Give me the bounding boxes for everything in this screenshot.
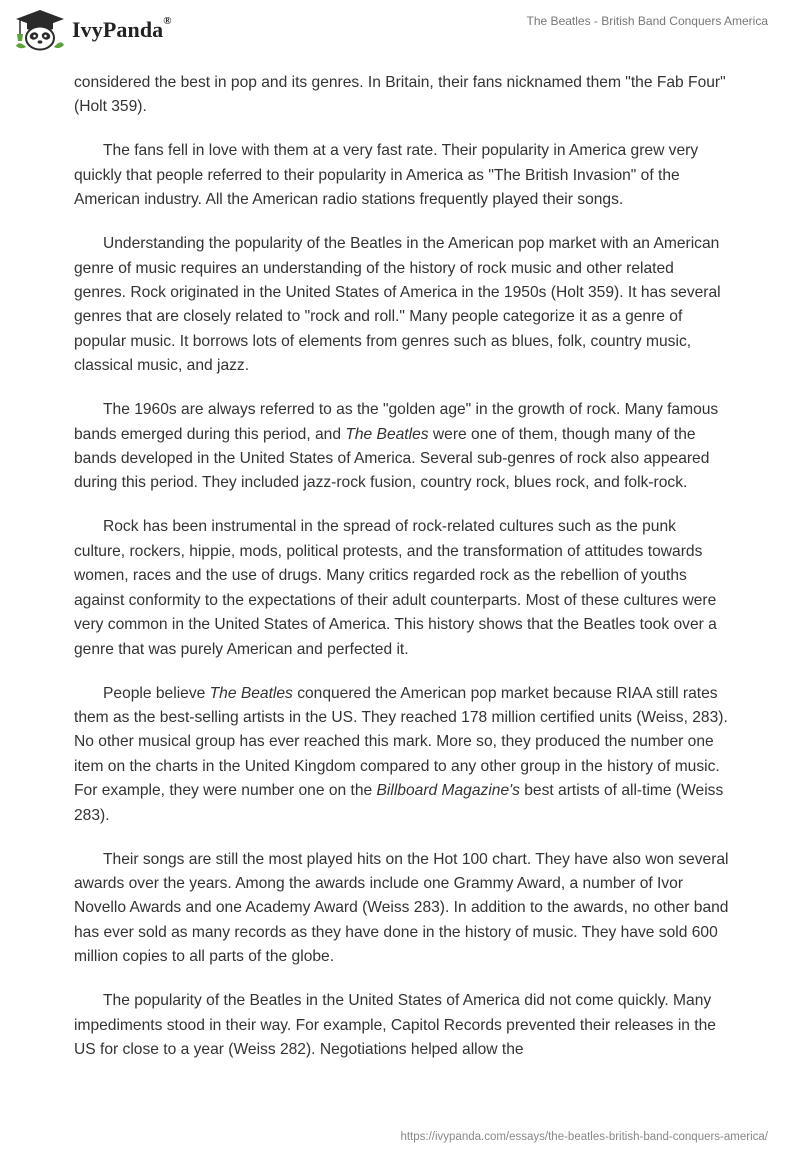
essay-body [74,71,730,1062]
logo-wordmark [72,17,172,43]
page-header [0,0,800,60]
logo-name: IvyPanda [72,17,164,42]
paragraph-4-text-a: The 1960s are always referred to as the "golden age" in the growth of rock. Many famous bands emerged during this period, and [74,401,719,443]
panda-logo-icon [14,9,66,51]
paragraph-1: considered the best in pop and its genres. In Britain, their fans nicknamed them "the Fab Four" (Holt 359). [74,74,726,116]
document-title: The Beatles - British Band Conquers America [526,14,768,28]
band-name-italic: The Beatles [345,425,429,443]
paragraph-6-text-c: best artists of all-time (Weiss 283). [74,782,724,824]
magazine-name-italic: Billboard Magazine's [376,782,520,800]
paragraph-7: Their songs are still the most played hits on the Hot 100 chart. They have also won several awards over the years. Among the awards include one Grammy Award, a number of Ivor Novello Awards and one Academy Award (Weiss 283). In addition to the awards, no other band has ever sold as many records as they have done in the history of music. They have sold 600 million copies to all parts of the globe. [74,850,729,966]
paragraph-4 [74,398,730,496]
paragraph-2: The fans fell in love with them at a very fast rate. Their popularity in America grew very quickly that people referred to their popularity in America as "The British Invasion" of the American industry. All the American radio stations frequently played their songs. [74,142,699,209]
paragraph-5: Rock has been instrumental in the spread of rock-related cultures such as the punk culture, rockers, hippie, mods, political protests, and the transformation of attitudes towards women, races and the use of drugs. Many critics regarded rock as the rebellion of youths against conformity to the expectations of their adult counterparts. Most of these cultures were very common in the United States of America. This history shows that the Beatles took over a genre that was purely American and perfected it. [74,518,717,658]
paragraph-4-text-b: were one of them, though many of the bands developed in the United States of America. Several sub-genres of rock also appeared during this period. They included jazz-rock fusion, country rock, blues rock, and folk-rock. [74,425,710,492]
paragraph-6-text-b: conquered the American pop market because RIAA still rates them as the best-selling artists in the US. They reached 178 million certified units (Weiss, 283). No other musical group has ever reached this mark. More so, they produced the number one item on the charts in the United Kingdom compared to any other group in the history of music. For example, they were number one on the [74,684,728,800]
source-url[interactable]: https://ivypanda.com/essays/the-beatles-british-band-conquers-america/ [400,1131,768,1143]
paragraph-6 [74,682,730,828]
ivypanda-logo[interactable] [14,9,172,51]
paragraph-6-text-a: People believe [103,684,210,702]
paragraph-3: Understanding the popularity of the Beatles in the American pop market with an American genre of music requires an understanding of the history of rock music and other related genres. Rock originated in the United States of America in the 1950s (Holt 359). It has several genres that are closely related to "rock and roll." Many people categorize it as a genre of popular music. It borrows lots of elements from genres such as blues, folk, country music, classical music, and jazz. [74,235,721,375]
paragraph-8: The popularity of the Beatles in the United States of America did not come quickly. Many impediments stood in their way. For example, Capitol Records prevented their releases in the US for close to a year (Weiss 282). Negotiations helped allow the [74,992,716,1058]
band-name-italic: The Beatles [209,684,293,702]
registered-mark: ® [163,15,172,27]
